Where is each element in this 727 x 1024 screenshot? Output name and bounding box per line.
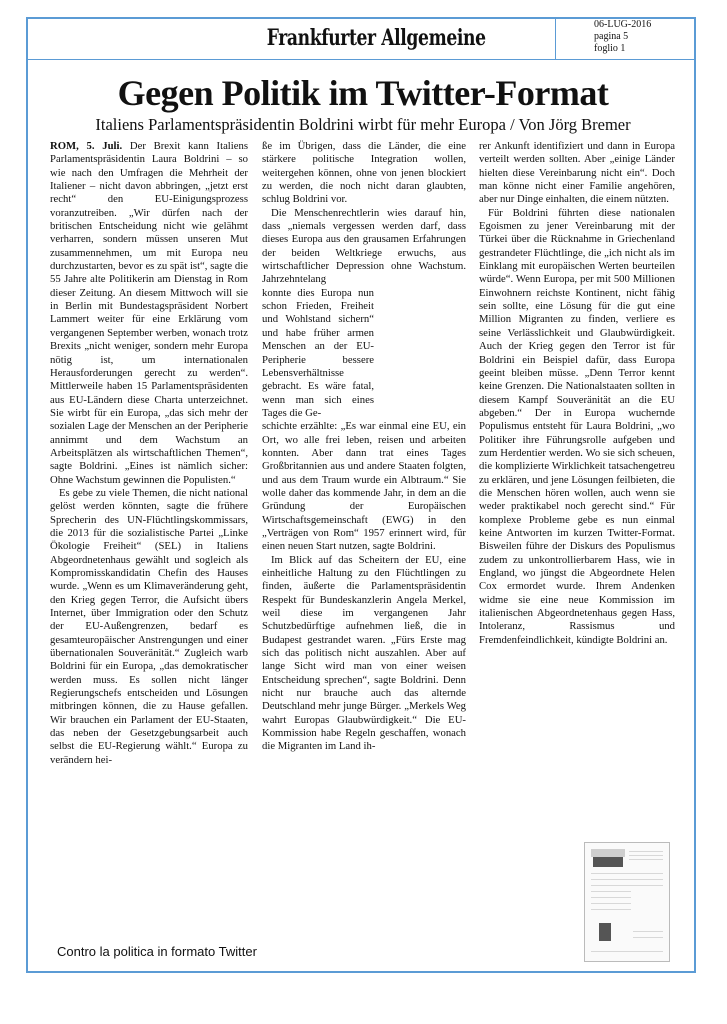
paragraph: Im Blick auf das Scheitern der EU, eine einheitliche Haltung zu den Flüchtlingen zu finden, äußerte die Parlamentspräsidentin Respekt für Bundeskanzlerin Angela Merkel, weil diese im vergangenen Jahr Schutzbedürftige aufnehmen ließ, die in Budapest gestrandet waren. „Fürs Erste mag sich das politisch nicht auszahlen. Aber auf lange Sicht wird man von einer weisen Entscheidung sprechen“, sagte Boldrini. Denn nicht nur brauche auch das alternde Deutschland mehr junge Bürger. „Merkels Weg wahrt Europas Glaubwürdigkeit.“ Die EU-Kommission habe Regeln geschaffen, wonach die Migranten im Land ih- (262, 553, 466, 753)
article-title: Gegen Politik im Twitter-Format (117, 73, 609, 113)
article-column-1 (50, 140, 248, 767)
thumbnail-line (629, 855, 663, 856)
paragraph: rer Ankunft identifiziert und dann in Europa verteilt werden sollten. Aber „einige Länder hielten diese Vereinbarung nicht ein“. Doch man könne nicht einer Familie angehören, aber nur Dinge einhalten, die einem nützten. (479, 140, 675, 206)
thumbnail-line (591, 897, 631, 898)
clipping-caption: Contro la politica in formato Twitter (57, 944, 257, 959)
paragraph-beside-graphic: konnte dies Europa nun schon Frieden, Freiheit und Wohlstand sichern“ und habe früher armen Menschen an der EU-Peripherie bessere Lebensverhältnisse gebracht. Es wäre fatal, wenn man sich eines Tages die Ge- (262, 286, 374, 419)
thumbnail-line (633, 931, 663, 932)
thumbnail-line (591, 903, 631, 904)
article-column-3 (479, 140, 675, 647)
thumbnail-photo (591, 849, 625, 857)
page-thumbnail (584, 842, 670, 962)
paragraph: Die Menschenrechtlerin wies darauf hin, dass „niemals vergessen werden darf, dass dieses Europa aus den grausamen Erfahrungen der beiden Weltkriege erwuchs, aus wirtschaftlicher Depression ohne Wachstum. Jahrzehntelang (262, 206, 466, 286)
thumbnail-line (629, 851, 663, 852)
article-subtitle: Italiens Parlamentspräsidentin Boldrini wirbt für mehr Europa / Von Jörg Bremer (95, 115, 631, 134)
paragraph: Für Boldrini führten diese nationalen Egoismen zu jener Vereinbarung mit der Türkei über die Rücknahme in Griechenland gestrandeter Flüchtlinge, die „ich nicht als im Einklang mit europäischen Werten beurteilen würde“. Wenn Europa, per mit 500 Millionen Einwohnern reichste Kontinent, nicht fähig sein sollte, eine Lösung für die gut eine Million Migranten zu finden, verliere es seine Verlässlichkeit und Glaubwürdigkeit. Auch der Krieg gegen den Terror ist für Boldrini ein Beispiel dafür, dass Europa geeint bleiben müsse. „Denn Terror kennt keine Grenzen. Die Nationalstaaten sollten in diesem Kampf Souveränität an die EU abgeben.“ Der in Europa wuchernde Populismus entsteht für Laura Boldrini, „wo Politiker ihre Führungsrolle aufgeben und zum Herdentier werden. Wo sie sich scheuen, die komplizierte Wirklichkeit tatsachengetreu zu erklären, und jene Lösungen feilbieten, die die Menschen hören wollen, auch wenn sie weder praktikabel noch gerecht sind.“ Für komplexe Probleme gebe es nun einmal keine Antworten im kurzen Twitter-Format. Bisweilen führe der Diskurs des Populismus zudem zu unkontrollierbarem Hass, wie in England, wo jüngst die Abgeordnete Helen Cox ermordet wurde. Ihrem Andenken widme sie eine neue Kommission im italienischen Abgeordnetenhaus gegen Hass, Intoleranz, Rassismus und Fremdenfeindlichkeit, kündigte Boldrini an. (479, 206, 675, 646)
thumbnail-line (591, 891, 631, 892)
paragraph (50, 140, 248, 487)
thumbnail-line (591, 879, 663, 880)
clipping-meta (555, 19, 694, 59)
dateline: ROM, 5. Juli. (50, 140, 123, 152)
newspaper-masthead: Frankfurter Allgemeine (266, 25, 486, 51)
thumbnail-line (591, 951, 663, 952)
paragraph-text: Der Brexit kann Italiens Parlamentspräsidentin Laura Boldrini – so wie nach den Umfragen die Mehrheit der Italiener – nicht davon abbringen, „jetzt erst recht“ den EU-Einigungsprozess voranzutreiben. „Wir dürfen nach der britischen Entscheidung nicht wie gelähmt verharren, sondern müssen unseren Mut zusammennehmen, um mit Europa neu durchzustarten, bevor es zu spät ist“, sagte die 55 Jahre alte Politikerin am Dienstag in Rom dieser Zeitung. An diesem Mittwoch will sie in Berlin mit Bundestagspräsident Norbert Lammert weiter für eine Erklärung vom vergangenen September werben, wonach trotz Brexits „nicht weniger, sondern mehr Europa nötig ist, um internationalen Herausforderungen gerecht zu werden“. Mittlerweile haben 15 Parlamentspräsidenten aus EU-Ländern diese Charta unterzeichnet. Sie wirbt für ein Europa, „das sich mehr der sozialen Lage der Menschen an der Peripherie annimmt und dem Wachstum an Arbeitsplätzen als wirtschaftlichen Themen“, sagte Boldrini. „Eines ist nämlich sicher: Ohne Wachstum gewinnen die Populisten.“ (50, 140, 248, 486)
thumbnail-photo-dark (593, 857, 623, 867)
article-column-2 (262, 140, 466, 754)
clipping-sheet: foglio 1 (594, 43, 626, 54)
thumbnail-line (591, 885, 663, 886)
paragraph: ße im Übrigen, dass die Länder, die eine stärkere politische Integration wollen, weitergehen können, ohne von jenen blockiert zu werden, die noch nicht daran glaubten, schlug Boldrini vor. (262, 140, 466, 206)
thumbnail-line (591, 873, 663, 874)
paragraph: schichte erzählte: „Es war einmal eine EU, ein Ort, wo alle frei leben, reisen und arbeiten konnten. Aber dann trat eines Tages Großbritannien aus und andere Staaten folgten, und aus dem Traum wurde ein Albtraum.“ Sie wolle daher das kommende Jahr, in dem an die Gründung der Europäischen Wirtschaftsgemeinschaft (EWG) in den „Verträgen von Rom“ 1957 erinnert wird, für einen neuen Start nutzen, sagte Boldrini. (262, 420, 466, 553)
thumbnail-portrait (599, 923, 611, 941)
thumbnail-line (591, 909, 631, 910)
paragraph: Es gebe zu viele Themen, die nicht national gelöst werden könnten, sagte die frühere Sprecherin des UN-Flüchtlingskommissars, die 2013 für die sozialistische Partei „Linke Ökologie Freiheit“ (SEL) in Italiens Abgeordnetenhaus gewählt und sogleich als Kompromisskandidatin Chefin des Hauses wurde. „Wenn es um Klimaveränderung geht, den Krieg gegen Terror, die Aufsicht übers Internet, über Immigration oder den Schutz der EU-Außengrenzen, bedarf es gesamteuropäischer Anstrengungen und einer übernationalen Souveränität.“ Zugleich warb Boldrini für ein Europa, „das demokratischer werden muss. Es sollen nicht länger Regierungschefs entscheiden und Lösungen mitbringen können, die zu Hause gefallen. Wir brauchen ein Parlament der EU-Staaten, das neben der Gesetzgebungsarbeit auch selbst die EU-Regierung wählt.“ Europa zu verändern hei- (50, 486, 248, 766)
thumbnail-line (633, 937, 663, 938)
thumbnail-line (629, 859, 663, 860)
clipping-date: 06-LUG-2016 (594, 19, 652, 30)
clipping-page: pagina 5 (594, 31, 629, 42)
